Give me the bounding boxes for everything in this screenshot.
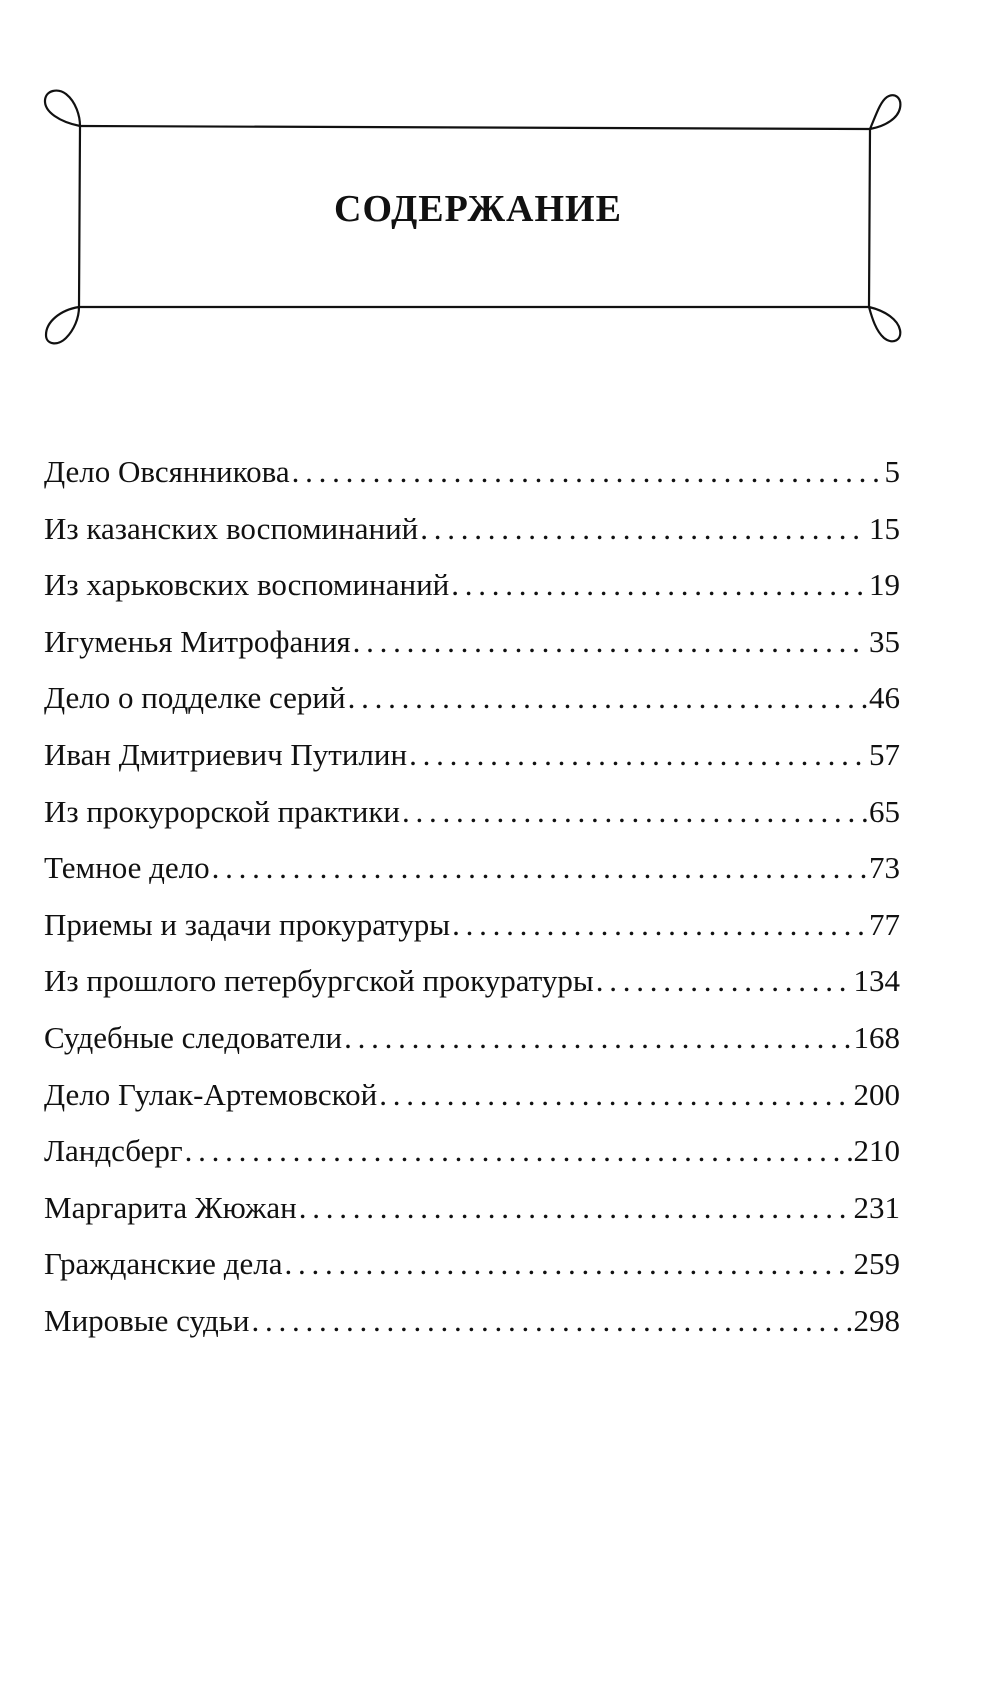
toc-entry-page: 57 bbox=[869, 736, 900, 772]
toc-entry-title: Дело о подделке серий bbox=[44, 680, 346, 716]
toc-entry[interactable] bbox=[44, 456, 900, 513]
toc-entry-page: 73 bbox=[869, 850, 900, 886]
dot-leader bbox=[299, 1192, 852, 1223]
toc-entry[interactable] bbox=[44, 852, 900, 909]
page-title: СОДЕРЖАНИЕ bbox=[334, 188, 622, 230]
toc-entry-page: 259 bbox=[853, 1246, 900, 1282]
toc-entry-page: 5 bbox=[884, 454, 900, 489]
toc-entry[interactable] bbox=[44, 510, 900, 570]
toc-entry[interactable] bbox=[44, 1076, 900, 1136]
toc-entry[interactable] bbox=[44, 569, 900, 626]
toc-entry[interactable] bbox=[44, 1019, 900, 1079]
dot-leader bbox=[402, 796, 867, 827]
dot-leader bbox=[284, 1248, 851, 1279]
toc-entry-page: 65 bbox=[869, 793, 900, 829]
toc-entry-page: 200 bbox=[853, 1076, 900, 1112]
toc-entry[interactable] bbox=[44, 623, 900, 683]
toc-entry-title: Темное дело bbox=[44, 850, 210, 886]
toc-entry-title: Из прошлого петербургской прокуратуры bbox=[44, 963, 594, 999]
toc-entry[interactable] bbox=[44, 682, 900, 739]
table-of-contents bbox=[44, 456, 900, 1362]
toc-entry-title: Судебные следователи bbox=[44, 1019, 343, 1055]
toc-entry-page: 134 bbox=[853, 963, 900, 999]
toc-entry-page: 298 bbox=[853, 1302, 900, 1338]
toc-entry-page: 19 bbox=[869, 567, 900, 603]
toc-entry-page: 168 bbox=[853, 1019, 900, 1055]
toc-entry-page: 231 bbox=[853, 1189, 900, 1225]
toc-entry[interactable] bbox=[44, 1302, 900, 1362]
dot-leader bbox=[596, 965, 852, 996]
dot-leader bbox=[420, 513, 867, 544]
toc-entry-title: Гражданские дела bbox=[44, 1246, 283, 1282]
toc-entry[interactable] bbox=[44, 906, 900, 966]
toc-entry-title: Ландсберг bbox=[44, 1133, 183, 1169]
toc-entry[interactable] bbox=[44, 1135, 900, 1192]
toc-entry-page: 210 bbox=[853, 1133, 900, 1169]
toc-entry-title: Из прокурорской практики bbox=[44, 793, 400, 829]
dot-leader bbox=[452, 909, 867, 940]
dot-leader bbox=[379, 1079, 851, 1110]
dot-leader bbox=[451, 569, 867, 600]
ornamental-border-icon bbox=[0, 0, 1000, 360]
dot-leader bbox=[185, 1135, 852, 1166]
toc-entry[interactable] bbox=[44, 965, 900, 1022]
toc-entry[interactable] bbox=[44, 1248, 900, 1305]
decorative-title-frame bbox=[0, 0, 1000, 360]
toc-entry-title: Из харьковских воспоминаний bbox=[44, 567, 450, 603]
toc-entry-page: 35 bbox=[869, 623, 900, 659]
toc-entry-title: Дело Овсянникова bbox=[44, 454, 290, 489]
toc-entry-title: Маргарита Жюжан bbox=[44, 1189, 297, 1225]
dot-leader bbox=[348, 682, 867, 713]
toc-entry[interactable] bbox=[44, 793, 900, 853]
dot-leader bbox=[212, 852, 867, 883]
toc-entry-title: Иван Дмитриевич Путилин bbox=[44, 736, 408, 772]
toc-entry-page: 15 bbox=[869, 510, 900, 546]
dot-leader bbox=[292, 456, 883, 487]
toc-entry-title: Приемы и задачи прокуратуры bbox=[44, 906, 451, 942]
toc-entry-page: 77 bbox=[869, 906, 900, 942]
dot-leader bbox=[344, 1022, 851, 1053]
dot-leader bbox=[252, 1305, 852, 1336]
toc-entry-page: 46 bbox=[869, 680, 900, 716]
toc-entry-title: Из казанских воспоминаний bbox=[44, 510, 419, 546]
toc-entry[interactable] bbox=[44, 736, 900, 796]
dot-leader bbox=[353, 626, 867, 657]
toc-entry[interactable] bbox=[44, 1189, 900, 1249]
toc-entry-title: Игуменья Митрофания bbox=[44, 623, 351, 659]
toc-entry-title: Дело Гулак-Артемовской bbox=[44, 1076, 378, 1112]
toc-entry-title: Мировые судьи bbox=[44, 1302, 250, 1338]
dot-leader bbox=[409, 739, 867, 770]
